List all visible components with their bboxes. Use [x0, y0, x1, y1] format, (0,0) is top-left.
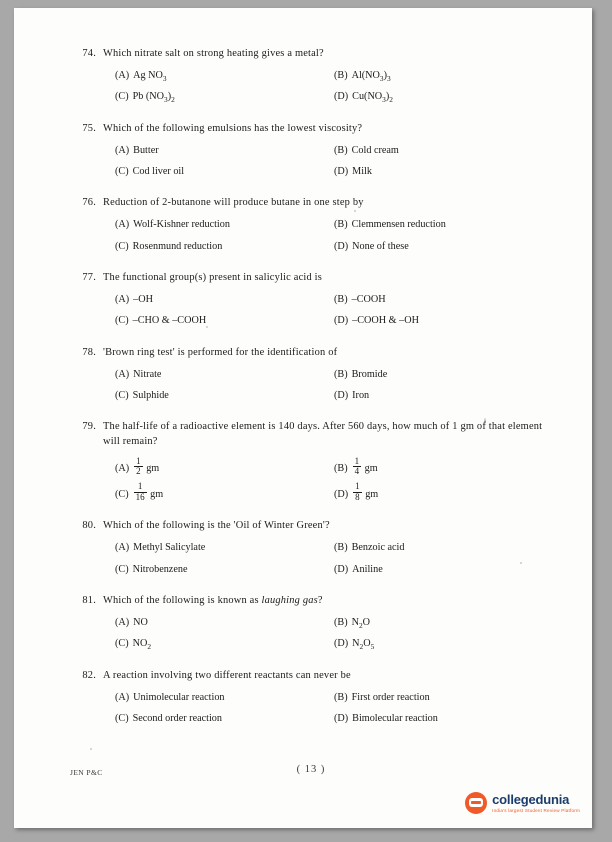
option-choice[interactable] — [334, 457, 548, 477]
option-label: (C) — [115, 712, 129, 724]
option-label: (A) — [115, 691, 130, 703]
question-number: 79. — [82, 421, 96, 433]
option-label: (A) — [115, 462, 130, 474]
option-choice[interactable] — [115, 68, 334, 83]
question-heading — [70, 121, 548, 136]
option-label: (B) — [334, 70, 348, 82]
question-number: 77. — [82, 272, 96, 284]
option-text: Methyl Salicylate — [133, 542, 206, 554]
question-block — [70, 195, 548, 254]
option-choice[interactable] — [334, 711, 548, 726]
option-text: Aniline — [352, 563, 383, 575]
option-text: Cod liver oil — [132, 166, 185, 178]
option-choice[interactable] — [115, 711, 334, 726]
option-choice[interactable] — [334, 313, 548, 328]
page-number: ( 13 ) — [296, 764, 326, 775]
question-number: 74. — [82, 48, 96, 59]
question-text: Reduction of 2-butanone will produce butane in one step by — [103, 197, 364, 209]
question-text: Which of the following is known as laughing gas? — [103, 594, 323, 606]
option-group — [70, 690, 548, 727]
option-group — [70, 540, 548, 577]
option-text: Cold cream — [351, 144, 399, 156]
option-label: (B) — [334, 294, 348, 306]
option-label: (D) — [334, 712, 349, 724]
question-text: 'Brown ring test' is performed for the identification of — [103, 346, 338, 358]
scan-speck — [90, 748, 92, 750]
option-row — [115, 292, 548, 307]
option-label: (B) — [334, 144, 348, 156]
brand-name: collegedunia — [492, 791, 570, 807]
option-row — [115, 636, 548, 651]
option-text: –CHO & –COOH — [132, 315, 207, 327]
option-choice[interactable] — [334, 239, 548, 254]
question-number: 75. — [82, 122, 96, 134]
option-choice[interactable] — [334, 68, 548, 83]
question-heading — [70, 593, 548, 608]
option-choice[interactable] — [115, 636, 334, 651]
option-label: (B) — [334, 691, 348, 703]
option-label: (D) — [334, 91, 349, 103]
option-label: (D) — [334, 240, 349, 252]
option-label: (A) — [115, 542, 130, 554]
option-label: (B) — [334, 542, 348, 554]
option-label: (D) — [334, 563, 349, 575]
option-text: –COOH — [351, 294, 386, 306]
question-text: Which of the following is the 'Oil of Winter Green'? — [103, 520, 330, 532]
question-block — [70, 121, 548, 180]
option-text: $\frac{1}{8}$ gm — [355, 481, 379, 502]
option-row — [115, 239, 548, 254]
option-label: (B) — [334, 219, 348, 231]
question-block — [70, 345, 548, 404]
option-row — [115, 540, 548, 555]
option-row — [115, 68, 548, 83]
option-choice[interactable] — [334, 292, 548, 307]
question-text: The functional group(s) present in salicylic acid is — [103, 272, 323, 284]
collegedunia-logo-icon — [465, 792, 487, 814]
option-choice[interactable] — [334, 615, 548, 630]
option-choice[interactable] — [334, 388, 548, 403]
option-label: (A) — [115, 70, 130, 82]
option-choice[interactable] — [115, 143, 334, 158]
option-text: $\frac{1}{2}$ gm — [136, 455, 160, 476]
question-number: 82. — [82, 669, 96, 681]
option-row — [115, 164, 548, 179]
option-choice[interactable] — [115, 239, 334, 254]
option-label: (D) — [334, 638, 349, 650]
option-choice[interactable] — [334, 482, 548, 502]
option-label: (A) — [115, 219, 130, 231]
option-choice[interactable] — [115, 367, 334, 382]
option-choice[interactable] — [115, 615, 334, 630]
option-text: NO — [133, 617, 148, 629]
option-text: First order reaction — [351, 691, 430, 703]
question-number: 80. — [82, 520, 96, 532]
option-choice[interactable] — [115, 313, 334, 328]
option-text: Nitrobenzene — [132, 563, 188, 575]
question-text: A reaction involving two different reactants can never be — [103, 669, 351, 681]
option-text: Sulphide — [132, 390, 169, 402]
option-choice[interactable] — [115, 89, 334, 104]
option-text: –COOH & –OH — [352, 315, 419, 327]
question-block — [70, 518, 548, 577]
option-choice[interactable] — [334, 217, 548, 232]
option-text: Nitrate — [133, 368, 162, 380]
option-group — [70, 615, 548, 652]
collegedunia-logo-text — [492, 793, 580, 813]
option-text: $\frac{1}{16}$ gm — [135, 481, 164, 502]
option-choice[interactable] — [334, 540, 548, 555]
option-label: (A) — [115, 617, 130, 629]
option-text: Wolf-Kishner reduction — [133, 219, 230, 231]
option-label: (D) — [334, 390, 349, 402]
question-heading — [70, 195, 548, 210]
option-text: Iron — [352, 390, 370, 402]
option-text: Bimolecular reaction — [352, 712, 438, 724]
option-label: (D) — [334, 315, 349, 327]
option-text: Pb $(NO_3)_2$ — [132, 91, 175, 104]
option-text: $Cu(NO_3)_2$ — [352, 91, 393, 104]
option-choice[interactable] — [334, 143, 548, 158]
question-text: Which of the following emulsions has the lowest viscosity? — [103, 122, 363, 134]
question-number: 81. — [82, 594, 96, 606]
option-text: $N_2O_5$ — [352, 638, 375, 651]
option-choice[interactable] — [334, 636, 548, 651]
option-choice[interactable] — [115, 217, 334, 232]
option-row — [115, 388, 548, 403]
option-text: –OH — [133, 294, 153, 306]
option-label: (A) — [115, 368, 130, 380]
option-label: (C) — [115, 240, 129, 252]
page-surface — [14, 8, 592, 828]
option-row — [115, 367, 548, 382]
exam-code-label: JEN P&C — [70, 768, 103, 777]
question-text: The half-life of a radioactive element is 140 days. After 560 days, how much of 1 gm of that element will remain? — [103, 421, 543, 448]
option-label: (C) — [115, 390, 129, 402]
option-text: Benzoic acid — [351, 542, 405, 554]
option-label: (D) — [334, 166, 349, 178]
question-heading — [70, 419, 548, 449]
option-choice[interactable] — [334, 562, 548, 577]
option-group — [70, 217, 548, 254]
option-text: $NO_2$ — [132, 638, 152, 651]
option-label: (B) — [334, 462, 348, 474]
question-list — [70, 46, 548, 742]
option-label: (B) — [334, 368, 348, 380]
option-label: (C) — [115, 315, 129, 327]
scanned-page — [14, 8, 592, 828]
option-text: Ag $NO_3$ — [133, 70, 167, 83]
question-text: Which nitrate salt on strong heating gives a metal? — [103, 48, 324, 59]
option-row — [115, 457, 548, 477]
option-text: Clemmensen reduction — [351, 219, 446, 231]
option-choice[interactable] — [334, 367, 548, 382]
option-choice[interactable] — [115, 482, 334, 502]
option-row — [115, 690, 548, 705]
question-block — [70, 419, 548, 502]
question-number: 76. — [82, 197, 96, 209]
option-label: (C) — [115, 488, 129, 500]
option-text: $Al(NO_3)_3$ — [351, 70, 391, 83]
question-block — [70, 270, 548, 329]
question-heading — [70, 270, 548, 285]
option-text: Milk — [352, 166, 372, 178]
question-number: 78. — [82, 346, 96, 358]
option-text: $\frac{1}{4}$ gm — [354, 455, 378, 476]
question-block — [70, 593, 548, 652]
option-text: Second order reaction — [132, 712, 222, 724]
option-group — [70, 457, 548, 503]
option-label: (B) — [334, 617, 348, 629]
option-text: Rosenmund reduction — [132, 240, 223, 252]
option-label: (C) — [115, 638, 129, 650]
option-choice[interactable] — [334, 164, 548, 179]
option-choice[interactable] — [115, 388, 334, 403]
question-block — [70, 668, 548, 727]
option-text: Unimolecular reaction — [133, 691, 225, 703]
question-heading — [70, 518, 548, 533]
option-text: None of these — [352, 240, 409, 252]
option-choice[interactable] — [115, 457, 334, 477]
option-row — [115, 562, 548, 577]
option-row — [115, 89, 548, 104]
option-text: Butter — [133, 144, 159, 156]
option-label: (A) — [115, 294, 130, 306]
option-row — [115, 482, 548, 502]
option-group — [70, 143, 548, 180]
brand-tagline: India's largest Student Review Platform — [492, 808, 580, 814]
option-label: (D) — [334, 488, 349, 500]
option-group — [70, 68, 548, 105]
option-row — [115, 313, 548, 328]
option-text: $N_2O$ — [351, 617, 371, 630]
option-label: (C) — [115, 166, 129, 178]
option-label: (C) — [115, 91, 129, 103]
collegedunia-watermark — [465, 792, 580, 814]
question-heading — [70, 668, 548, 683]
question-heading — [70, 345, 548, 360]
option-row — [115, 217, 548, 232]
question-heading — [70, 46, 548, 61]
option-label: (A) — [115, 144, 130, 156]
option-choice[interactable] — [115, 562, 334, 577]
option-choice[interactable] — [334, 89, 548, 104]
option-choice[interactable] — [115, 164, 334, 179]
option-choice[interactable] — [115, 292, 334, 307]
option-label: (C) — [115, 563, 129, 575]
option-row — [115, 711, 548, 726]
option-group — [70, 292, 548, 329]
option-choice[interactable] — [115, 690, 334, 705]
option-row — [115, 143, 548, 158]
question-block — [70, 46, 548, 105]
option-choice[interactable] — [334, 690, 548, 705]
option-group — [70, 367, 548, 404]
option-choice[interactable] — [115, 540, 334, 555]
option-text: Bromide — [351, 368, 388, 380]
option-row — [115, 615, 548, 630]
